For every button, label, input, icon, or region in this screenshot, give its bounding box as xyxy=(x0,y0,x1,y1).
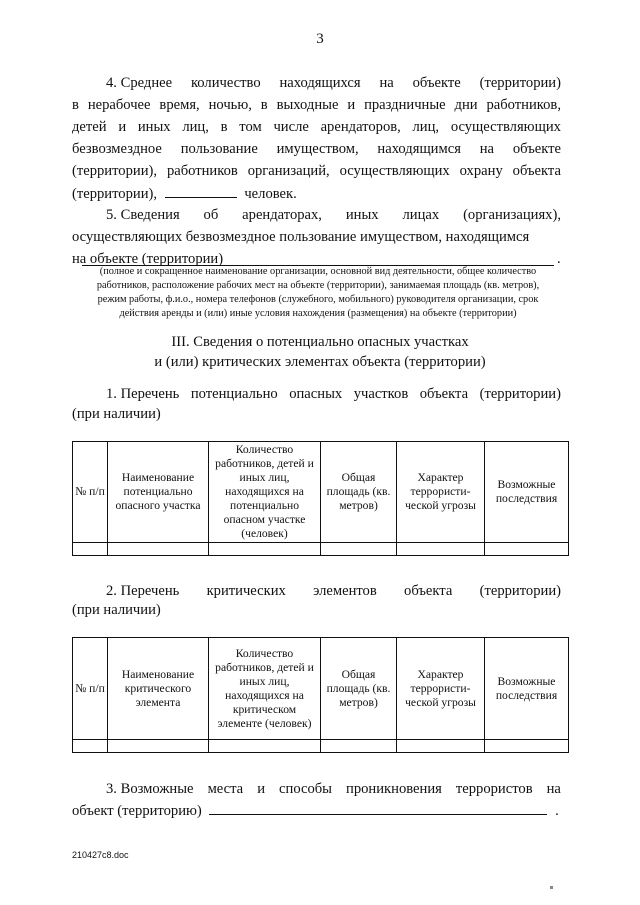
word: количество xyxy=(190,75,261,91)
column-header: Возможные последствия xyxy=(485,442,569,543)
table-cell[interactable] xyxy=(209,740,321,753)
word: объекта xyxy=(404,583,453,599)
item4-line xyxy=(72,161,561,181)
note-line: (полное и сокращенное наименование организации, основной вид деятельности, общее количество xyxy=(99,266,537,277)
word: охрану xyxy=(459,163,503,179)
hazard-areas-table xyxy=(72,441,569,556)
word: выходные xyxy=(276,97,339,113)
word: критических xyxy=(206,583,286,599)
word: 3. Возможные xyxy=(106,781,194,797)
column-header: Характер террористи-ческой угрозы xyxy=(397,638,485,740)
table-header-row xyxy=(73,442,569,543)
item3-label: объект (территорию) xyxy=(72,803,202,819)
word: иных xyxy=(137,119,171,135)
word: и xyxy=(347,97,356,113)
note-line: режим работы, ф.и.о., номера телефонов (служебного, мобильного) руководителя организации, срок xyxy=(97,294,539,305)
word: объекте xyxy=(412,75,461,91)
column-header: Количество работников, детей и иных лиц, находящихся на потенциально опасном участке (человек) xyxy=(209,442,321,543)
item4-line xyxy=(72,117,561,137)
column-header: № п/п xyxy=(73,638,108,740)
word: числе xyxy=(273,119,309,135)
list1-heading: (при наличии) xyxy=(72,406,161,422)
list1-heading xyxy=(106,384,561,404)
table-header-row xyxy=(73,638,569,740)
word: участков xyxy=(353,386,409,402)
item5-dot: . xyxy=(557,251,561,267)
word: объекте xyxy=(512,141,561,157)
word: имуществом, xyxy=(276,141,359,157)
table-cell[interactable] xyxy=(397,740,485,753)
column-header: Возможные последствия xyxy=(485,638,569,740)
word: (территории) xyxy=(479,583,561,599)
note-line: работников, расположение рабочих мест на объекте (территории), занимаемая площадь (кв. метров), xyxy=(96,280,540,291)
word: нерабочее xyxy=(87,97,151,113)
column-header: Количество работников, детей и иных лиц, находящихся на критическом элементе (человек) xyxy=(209,638,321,740)
word: дни xyxy=(454,97,478,113)
word: на xyxy=(479,141,495,157)
employee-count-field[interactable] xyxy=(165,183,237,198)
item3-line xyxy=(72,800,559,821)
word: в xyxy=(72,97,79,113)
entry-points-field[interactable] xyxy=(209,800,547,815)
column-header: Характер террористи-ческой угрозы xyxy=(397,442,485,543)
critical-elements-table xyxy=(72,637,569,753)
word: проникновения xyxy=(346,781,442,797)
column-header: Общая площадь (кв. метров) xyxy=(321,638,397,740)
page-number: 3 xyxy=(316,31,324,47)
word: (территории) xyxy=(479,386,561,402)
column-header: Общая площадь (кв. метров) xyxy=(321,442,397,543)
word: лицах xyxy=(402,207,440,223)
item4-line xyxy=(106,73,561,93)
word: об xyxy=(203,207,219,223)
table-cell[interactable] xyxy=(108,543,209,556)
column-header: № п/п xyxy=(73,442,108,543)
scan-speck xyxy=(550,886,553,889)
word: время, xyxy=(159,97,200,113)
word: на xyxy=(546,781,561,797)
item4-count-prefix: (территории), xyxy=(72,186,158,202)
item3-dot: . xyxy=(555,803,559,819)
item4-count-suffix: человек. xyxy=(244,186,297,202)
word: в xyxy=(220,119,228,135)
word: элементов xyxy=(313,583,377,599)
word: лиц, xyxy=(182,119,209,135)
word: ночью, xyxy=(208,97,252,113)
section-title: III. Сведения о потенциально опасных участках xyxy=(171,334,469,350)
word: объекта xyxy=(512,163,561,179)
column-header: Наименование потенциально опасного участка xyxy=(108,442,209,543)
word: и xyxy=(118,119,127,135)
item4-line xyxy=(72,95,561,115)
word: на xyxy=(379,75,394,91)
list2-heading xyxy=(106,581,561,601)
word: (территории) xyxy=(479,75,561,91)
column-header: Наименование критического элемента xyxy=(108,638,209,740)
word: способы xyxy=(279,781,332,797)
table-cell[interactable] xyxy=(209,543,321,556)
word: (территории), xyxy=(72,163,158,179)
word: работников xyxy=(166,163,238,179)
item3-line xyxy=(106,779,561,799)
table-row xyxy=(73,543,569,556)
word: террористов xyxy=(455,781,533,797)
table-cell[interactable] xyxy=(485,740,569,753)
word: находящимся xyxy=(377,141,461,157)
word: осуществляющих xyxy=(450,119,561,135)
table-row xyxy=(73,740,569,753)
table-cell[interactable] xyxy=(485,543,569,556)
item5-line: на объекте (территории) xyxy=(72,251,224,267)
word: 4. Среднее xyxy=(106,75,173,91)
word: и xyxy=(257,781,265,797)
list2-heading: (при наличии) xyxy=(72,602,161,618)
word: места xyxy=(207,781,244,797)
section-title: и (или) критических элементах объекта (территории) xyxy=(154,354,486,370)
word: 5. Сведения xyxy=(106,207,180,223)
word: находящихся xyxy=(279,75,361,91)
note-line: действия аренды и (или) иные условия нахождения (размещения) на объекте (территории) xyxy=(119,308,517,319)
word: организаций, xyxy=(247,163,330,179)
table-cell[interactable] xyxy=(73,543,108,556)
word: пользование xyxy=(180,141,258,157)
word: иных xyxy=(345,207,379,223)
word: арендаторов, xyxy=(320,119,401,135)
item4-line xyxy=(72,139,561,159)
table-cell[interactable] xyxy=(108,740,209,753)
word: осуществляющих xyxy=(339,163,450,179)
word: 2. Перечень xyxy=(106,583,180,599)
table-cell[interactable] xyxy=(321,543,397,556)
table-cell[interactable] xyxy=(397,543,485,556)
word: потенциально xyxy=(190,386,278,402)
word: праздничные xyxy=(364,97,446,113)
word: арендаторах, xyxy=(242,207,322,223)
word: опасных xyxy=(289,386,343,402)
word: детей xyxy=(72,119,107,135)
word: объекта xyxy=(419,386,469,402)
item5-line xyxy=(106,205,561,225)
item4-count-line xyxy=(72,183,297,204)
word: лиц, xyxy=(412,119,440,135)
table-cell[interactable] xyxy=(321,740,397,753)
word: 1. Перечень xyxy=(106,386,180,402)
word: работников, xyxy=(486,97,561,113)
word: безвозмездное xyxy=(72,141,162,157)
word: том xyxy=(239,119,262,135)
word: (организациях), xyxy=(463,207,561,223)
footer-filename: 210427c8.doc xyxy=(72,850,129,860)
item5-line: осуществляющих безвозмездное пользование имуществом, находящимся xyxy=(72,229,530,245)
table-cell[interactable] xyxy=(73,740,108,753)
word: в xyxy=(260,97,268,113)
